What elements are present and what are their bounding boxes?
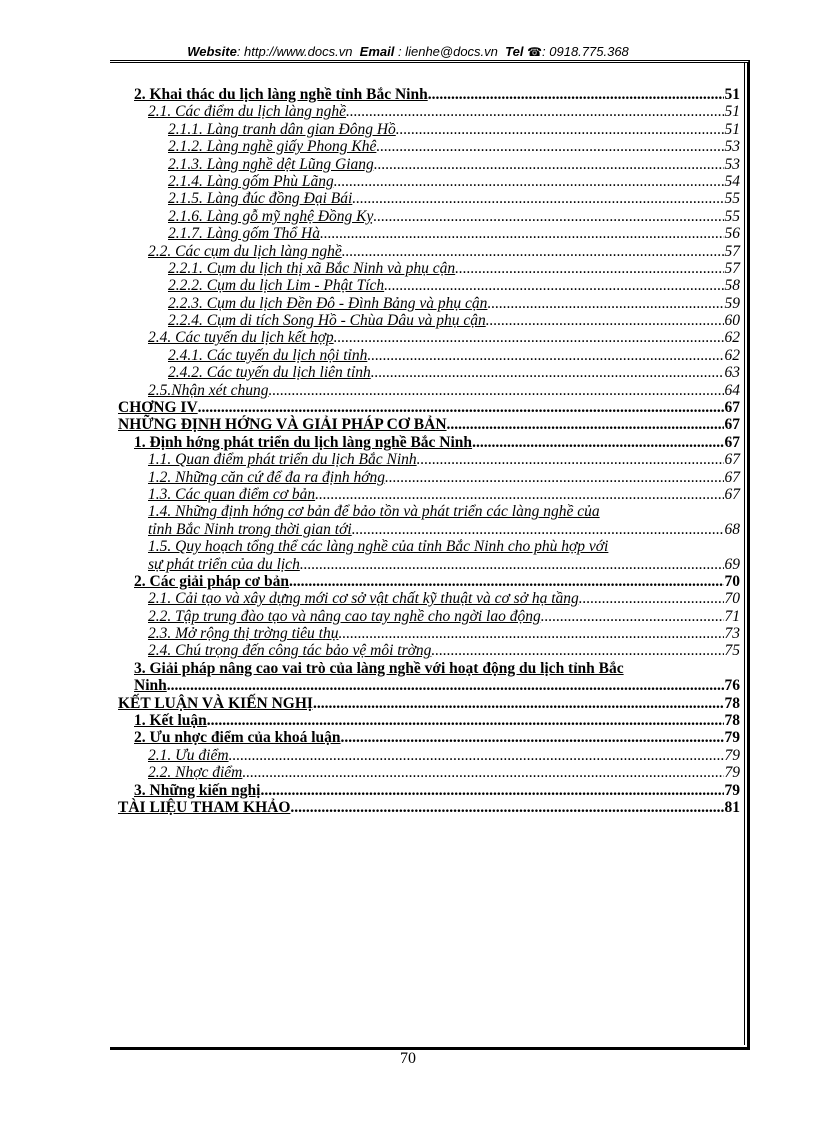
toc-entry-title: NHỮNG ĐỊNH HỚNG VÀ GIẢI PHÁP CƠ BẢN: [118, 416, 447, 434]
toc-entry-title: 2.5.Nhận xét chung: [148, 381, 269, 399]
toc-page-number: 79: [724, 781, 740, 799]
toc-page-number: 67: [724, 451, 740, 469]
toc-page-number: 57: [724, 242, 740, 260]
toc-entry[interactable]: [118, 729, 740, 746]
toc-leader-dots: [352, 190, 723, 207]
toc-entry[interactable]: [118, 277, 740, 294]
toc-entry-title: 2.1.4. Làng gốm Phù Lãng: [168, 172, 334, 190]
toc-leader-dots: [290, 799, 723, 816]
toc-entry-title: 2.1.6. Làng gỗ mỹ nghệ Đồng Kỵ: [168, 207, 374, 225]
toc-page-number: 67: [724, 399, 740, 417]
toc-entry[interactable]: [118, 312, 740, 329]
toc-leader-dots: [346, 103, 723, 120]
toc-entry-title: 2.1.3. Làng nghề dệt Lũng Giang: [168, 155, 374, 173]
toc-page-number: 58: [724, 277, 740, 295]
toc-leader-dots: [431, 642, 723, 659]
toc-entry[interactable]: [118, 208, 740, 225]
toc-entry-title: 2.2. Các cụm du lịch làng nghề: [148, 242, 342, 260]
toc-entry-title: 3. Những kiến nghị: [134, 781, 261, 799]
toc-entry[interactable]: [118, 451, 740, 468]
toc-page-number: 70: [724, 572, 740, 590]
toc-entry[interactable]: [118, 712, 740, 729]
toc-entry[interactable]: [118, 156, 740, 173]
toc-entry-title: 1. Định hớng phát triển du lịch làng nghề Bắc Ninh: [134, 433, 473, 451]
toc-entry[interactable]: [118, 695, 740, 712]
toc-leader-dots: [374, 156, 724, 173]
toc-entry[interactable]: [118, 643, 740, 660]
toc-leader-dots: [242, 764, 723, 781]
toc-entry[interactable]: [118, 521, 740, 538]
toc-entry[interactable]: [118, 329, 740, 346]
toc-page-number: 53: [724, 155, 740, 173]
toc-page-number: 67: [724, 485, 740, 503]
email-label: Email: [359, 44, 395, 59]
toc-leader-dots: [315, 486, 723, 503]
toc-page-number: 57: [724, 259, 740, 277]
toc-entry[interactable]: [118, 347, 740, 364]
toc-page-number: 55: [724, 190, 740, 208]
toc-entry[interactable]: [118, 399, 740, 416]
toc-entry[interactable]: [118, 556, 740, 573]
toc-page-number: 54: [724, 172, 740, 190]
toc-page-number: 75: [724, 642, 740, 660]
page-number: 70: [400, 1050, 416, 1067]
toc-entry-title: KẾT LUẬN VÀ KIẾN NGHỊ: [118, 694, 313, 712]
toc-page-number: 59: [724, 294, 740, 312]
toc-leader-dots: [300, 556, 724, 573]
toc-leader-dots: [487, 295, 723, 312]
toc-page-number: 81: [724, 799, 740, 816]
toc-leader-dots: [385, 469, 724, 486]
toc-leader-dots: [541, 608, 724, 625]
toc-page-number: 62: [724, 346, 740, 364]
toc-entry-title: 2.1.5. Làng đúc đồng Đại Bái: [168, 190, 353, 208]
page-header: [0, 44, 816, 59]
toc-leader-dots: [339, 625, 724, 642]
toc-leader-dots: [341, 729, 724, 746]
toc-page-number: 68: [724, 520, 740, 538]
toc-leader-dots: [428, 86, 724, 103]
toc-leader-dots: [447, 416, 724, 433]
toc-entry-line[interactable]: 1.5. Quy hoạch tổng thể các làng nghề của tỉnh Bắc Ninh cho phù hợp với: [148, 538, 609, 556]
toc-entry-title: 2.4. Các tuyến du lịch kết hợp: [148, 329, 334, 347]
toc-leader-dots: [455, 260, 723, 277]
toc-entry[interactable]: [118, 382, 740, 399]
toc-entry-title: 2.4. Chú trọng đến công tác bảo vệ môi trờng: [148, 642, 432, 660]
toc-entry[interactable]: [118, 469, 740, 486]
toc-entry-title: 2.1. Cải tạo và xây dựng mới cơ sở vật chất kỹ thuật và cơ sở hạ tầng: [148, 590, 579, 608]
toc-leader-dots: [472, 434, 723, 451]
toc-leader-dots: [417, 451, 724, 468]
toc-leader-dots: [313, 695, 724, 712]
toc-leader-dots: [269, 382, 724, 399]
toc-leader-dots: [352, 521, 724, 538]
toc-entry[interactable]: [118, 364, 740, 381]
toc-leader-dots: [373, 208, 723, 225]
toc-entry-title: 2.1.7. Làng gốm Thổ Hà: [168, 225, 321, 243]
toc-entry-title: 2.1. Ưu điểm: [148, 746, 229, 764]
toc-page-number: 71: [724, 607, 740, 625]
toc-page-number: 78: [724, 712, 740, 730]
toc-leader-dots: [207, 712, 724, 729]
toc-entry-title: 2. Ưu nhợc điểm của khoá luận: [134, 729, 341, 747]
toc-entry-title: 2.2.4. Cụm di tích Song Hồ - Chùa Dâu và phụ cận: [168, 312, 486, 330]
toc-entry-title: tỉnh Bắc Ninh trong thời gian tới: [148, 520, 352, 538]
website-url[interactable]: : http://www.docs.vn: [236, 44, 353, 59]
tel-value: : 0918.775.368: [542, 44, 629, 59]
toc-page-number: 53: [724, 138, 740, 156]
toc-entry-title: 2. Các giải pháp cơ bản: [134, 572, 289, 590]
toc-leader-dots: [579, 590, 724, 607]
toc-leader-dots: [371, 364, 724, 381]
phone-icon: ☎: [527, 45, 543, 59]
toc-entry[interactable]: [118, 173, 740, 190]
toc-entry[interactable]: [118, 573, 740, 590]
toc-page-number: 55: [724, 207, 740, 225]
toc-entry-title: 2.3. Mở rộng thị trờng tiêu thụ: [148, 625, 339, 643]
toc-page-number: 51: [724, 120, 740, 138]
toc-page-number: 51: [724, 103, 740, 121]
toc-leader-dots: [320, 225, 723, 242]
toc-entry[interactable]: [118, 121, 740, 138]
toc-entry-title: CHƠNG IV: [118, 399, 198, 417]
toc-leader-dots: [396, 121, 724, 138]
toc-entry[interactable]: [118, 677, 740, 694]
toc-leader-dots: [167, 677, 724, 694]
toc-page-number: 69: [724, 555, 740, 573]
toc-page-number: 64: [724, 381, 740, 399]
toc-entry[interactable]: [118, 416, 740, 433]
toc-leader-dots: [229, 747, 724, 764]
toc-leader-dots: [198, 399, 724, 416]
toc-entry[interactable]: [118, 434, 740, 451]
email-value[interactable]: : lienhe@docs.vn: [397, 44, 498, 59]
toc-entry-title: 2.2. Tập trung đào tạo và nâng cao tay nghề cho ngời lao động: [148, 607, 541, 625]
toc-entry-title: 2.2.3. Cụm du lịch Đền Đô - Đình Bảng và phụ cận: [168, 294, 488, 312]
toc-entry[interactable]: [118, 86, 740, 103]
toc-entry-title: 1.1. Quan điểm phát triển du lịch Bắc Ninh: [148, 451, 417, 469]
toc-leader-dots: [486, 312, 724, 329]
toc-entry-title: 2.2. Nhợc điểm: [148, 764, 243, 782]
toc-page-number: 79: [724, 746, 740, 764]
toc-page-number: 56: [724, 225, 740, 243]
toc-entry[interactable]: [118, 138, 740, 155]
toc-entry-title: 2.1. Các điểm du lịch làng nghề: [148, 103, 347, 121]
toc-entry-line[interactable]: 1.4. Những định hớng cơ bản để bảo tồn và phát triển các làng nghề của: [148, 503, 600, 521]
toc-entry[interactable]: [118, 190, 740, 207]
toc-entry-title: 2.4.1. Các tuyến du lịch nội tỉnh: [168, 346, 368, 364]
toc-page-number: 51: [724, 85, 740, 103]
toc-entry[interactable]: [118, 799, 740, 816]
toc-entry[interactable]: [118, 747, 740, 764]
table-of-contents: [118, 86, 740, 816]
toc-entry[interactable]: [118, 625, 740, 642]
toc-entry[interactable]: [118, 608, 740, 625]
website-label: Website: [187, 44, 237, 59]
toc-page-number: 62: [724, 329, 740, 347]
toc-leader-dots: [334, 329, 724, 346]
toc-entry-title: TÀI LIỆU THAM KHẢO: [118, 799, 291, 816]
toc-entry[interactable]: [118, 295, 740, 312]
toc-page-number: 67: [724, 468, 740, 486]
toc-leader-dots: [289, 573, 724, 590]
toc-page-number: 79: [724, 729, 740, 747]
toc-page-number: 63: [724, 364, 740, 382]
toc-page-number: 79: [724, 764, 740, 782]
toc-entry[interactable]: [118, 782, 740, 799]
toc-leader-dots: [384, 277, 723, 294]
toc-leader-dots: [376, 138, 723, 155]
toc-leader-dots: [334, 173, 724, 190]
toc-page-number: 73: [724, 625, 740, 643]
toc-entry-title: 2.2.1. Cụm du lịch thị xã Bắc Ninh và phụ cận: [168, 259, 456, 277]
toc-entry[interactable]: [118, 260, 740, 277]
toc-entry-title: 2.2.2. Cụm du lịch Lim - Phật Tích: [168, 277, 385, 295]
toc-entry-title: Ninh: [134, 677, 167, 695]
toc-page-number: 76: [724, 677, 740, 695]
toc-entry-title: 2.1.2. Làng nghề giấy Phong Khê: [168, 138, 377, 156]
tel-label: Tel: [505, 44, 524, 59]
toc-entry[interactable]: [118, 764, 740, 781]
toc-leader-dots: [260, 782, 723, 799]
toc-page-number: 78: [724, 694, 740, 712]
toc-entry[interactable]: [118, 103, 740, 120]
toc-entry-title: 1. Kết luận: [134, 712, 207, 730]
toc-entry-line[interactable]: 3. Giải pháp nâng cao vai trò của làng nghề với hoạt động du lịch tỉnh Bắc: [134, 659, 624, 677]
toc-entry[interactable]: [118, 486, 740, 503]
toc-page-number: 67: [724, 433, 740, 451]
toc-entry-title: 2. Khai thác du lịch làng nghề tỉnh Bắc Ninh: [134, 85, 428, 103]
toc-entry-title: 1.2. Những căn cứ để đa ra định hớng: [148, 468, 385, 486]
toc-entry[interactable]: [118, 225, 740, 242]
toc-leader-dots: [342, 243, 724, 260]
toc-entry-title: 2.4.2. Các tuyến du lịch liên tỉnh: [168, 364, 371, 382]
toc-entry[interactable]: [118, 243, 740, 260]
toc-leader-dots: [367, 347, 723, 364]
toc-entry[interactable]: [118, 590, 740, 607]
toc-entry-title: 1.3. Các quan điểm cơ bản: [148, 485, 316, 503]
toc-page-number: 67: [724, 416, 740, 434]
toc-entry-title: 2.1.1. Làng tranh dân gian Đông Hồ: [168, 120, 396, 138]
toc-page-number: 60: [724, 312, 740, 330]
toc-entry-title: sự phát triển của du lịch: [148, 555, 300, 573]
toc-page-number: 70: [724, 590, 740, 608]
